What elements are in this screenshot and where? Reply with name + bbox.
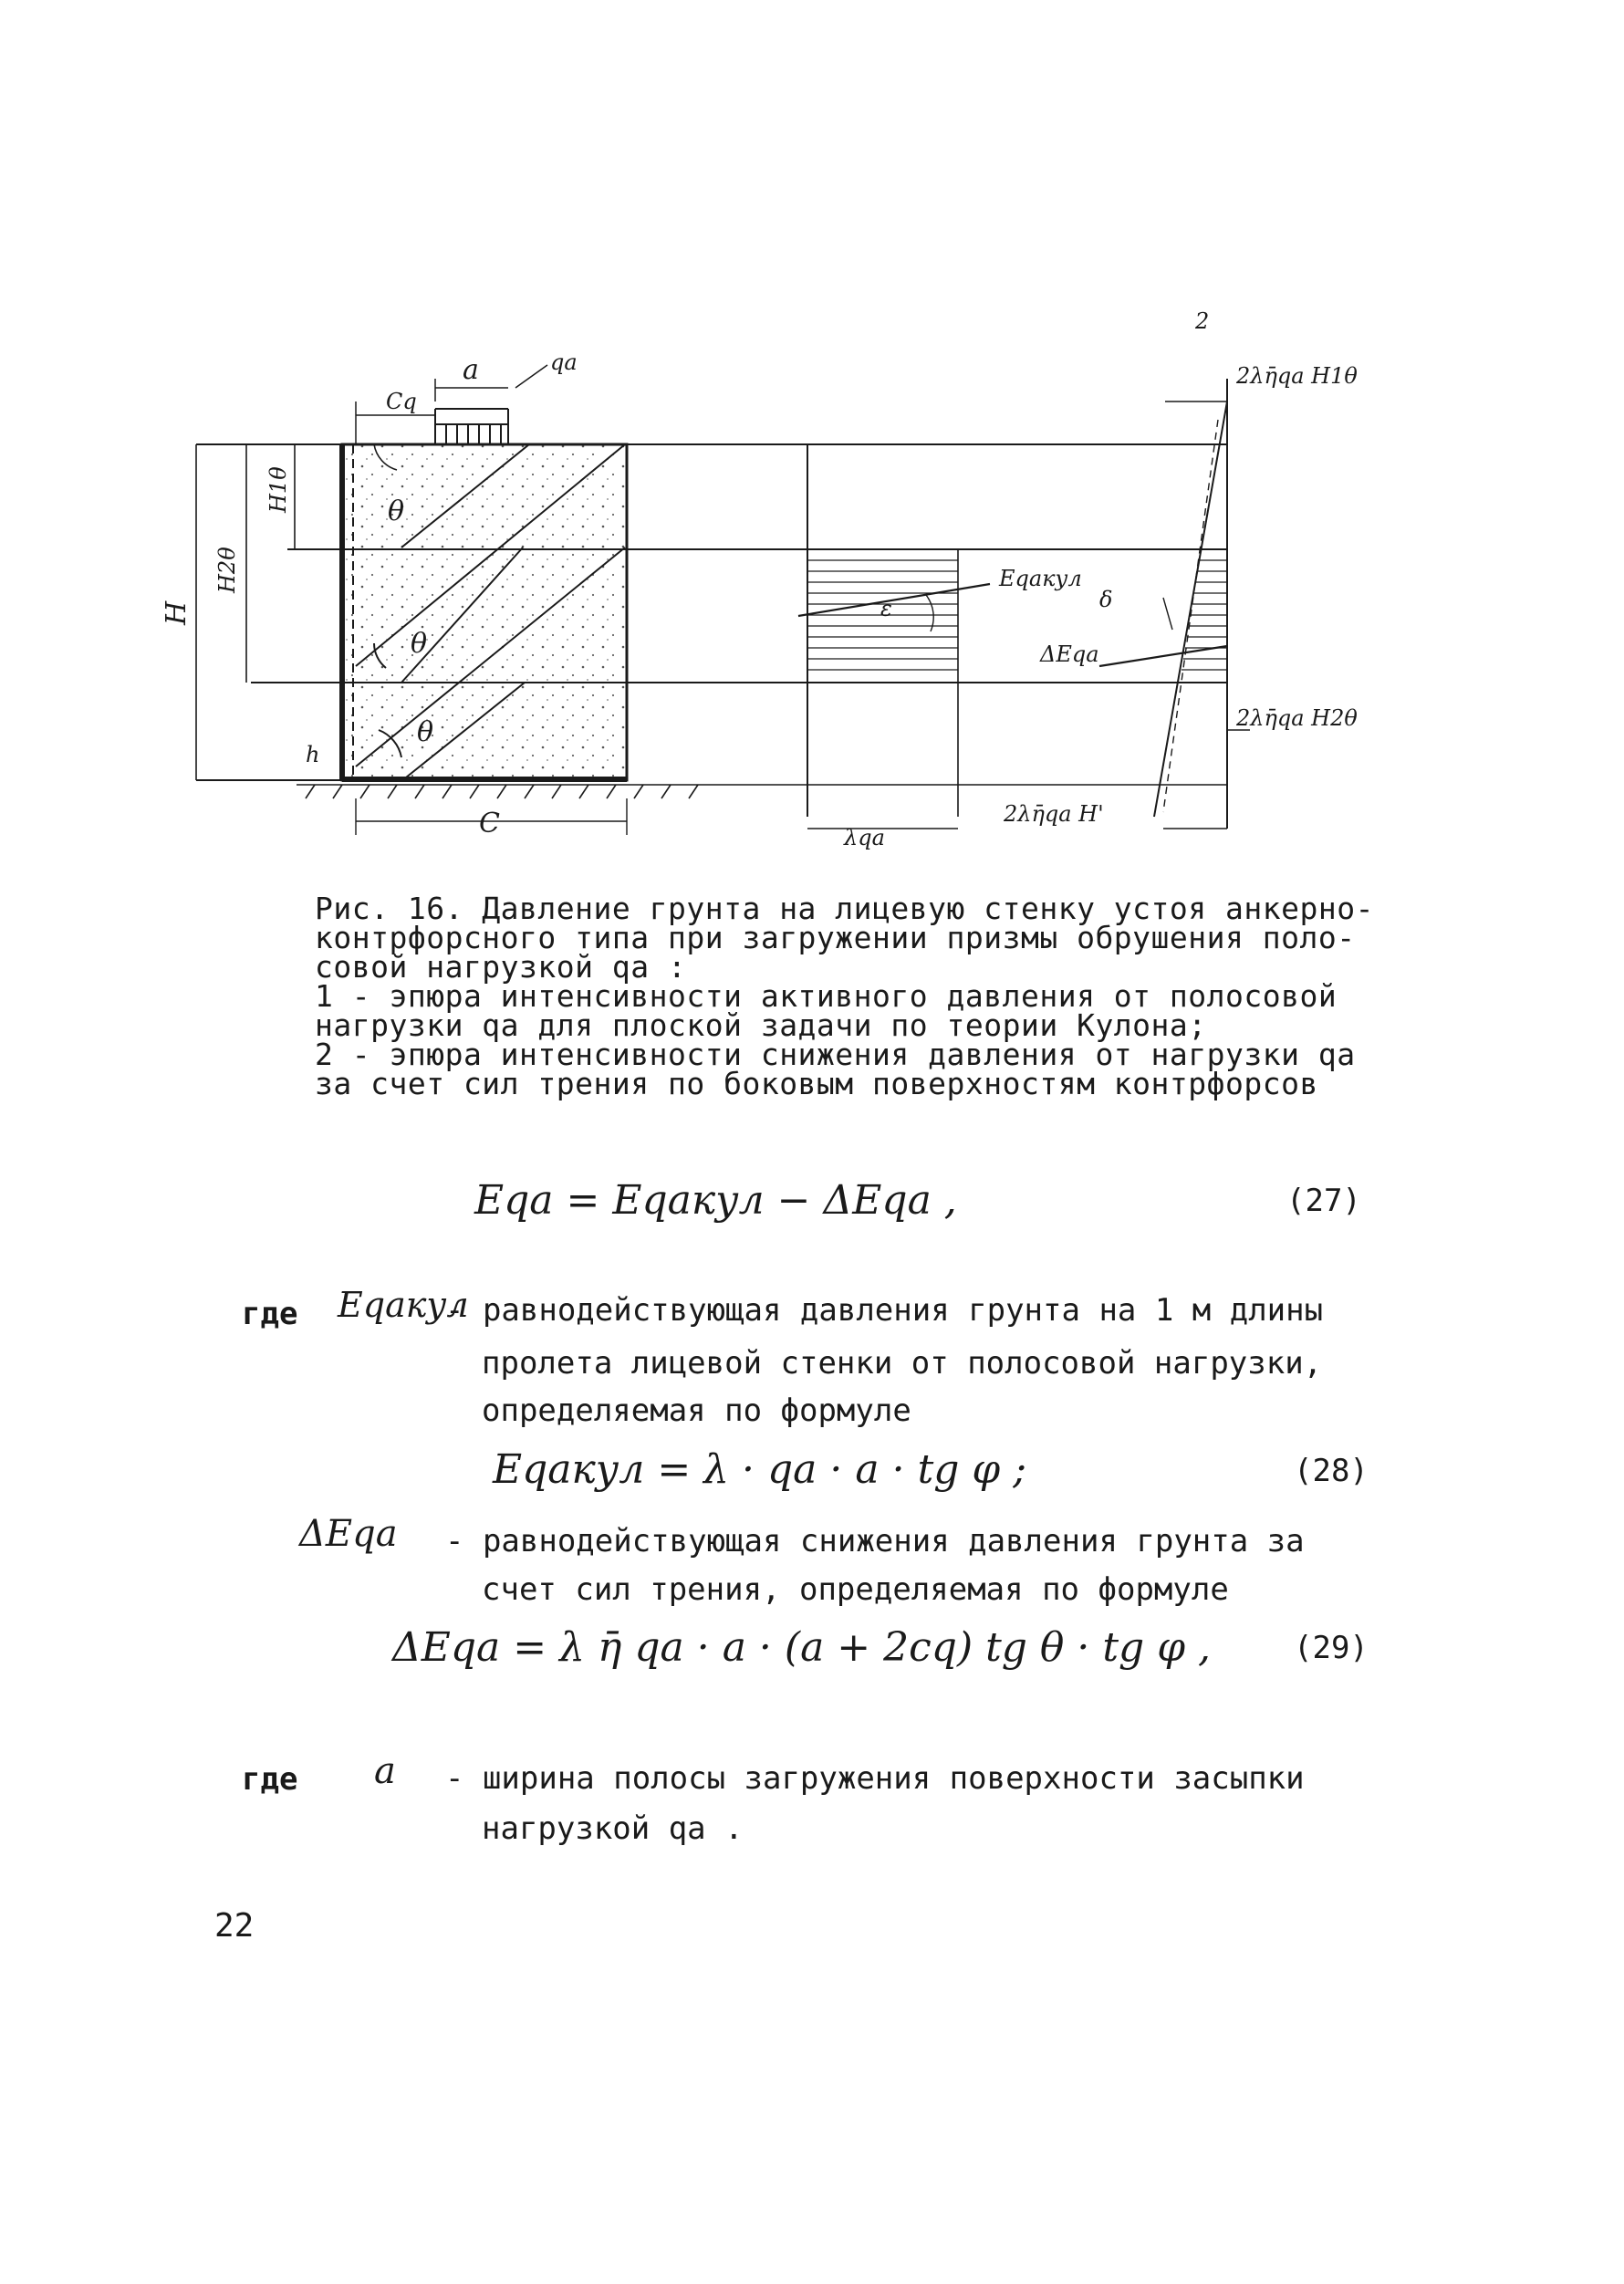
label-a: a xyxy=(463,354,479,386)
dE-arrow xyxy=(1099,646,1227,666)
label-delta: δ xyxy=(1099,587,1113,612)
label-qa: qa xyxy=(550,349,578,375)
label-C: C xyxy=(479,808,500,840)
label-dE: ΔEqa xyxy=(1040,641,1099,667)
equation-27: Eqa = Eqaкул − ΔEqa , xyxy=(474,1177,957,1224)
label-eps: ε xyxy=(880,596,892,621)
where-1-line: пролета лицевой стенки от полосовой нагрузки, xyxy=(482,1345,1323,1382)
where-1-line: - равнодействующая давления грунта на 1 м длины xyxy=(445,1292,1324,1329)
equation-28: Eqaкул = λ · qa · a · tg φ ; xyxy=(493,1446,1027,1493)
where-1-line: определяемая по формуле xyxy=(482,1392,911,1429)
label-E-kul: Eqaкул xyxy=(999,566,1082,591)
caption-line: 2 - эпюра интенсивности снижения давления от нагрузки qa xyxy=(315,1037,1356,1072)
caption-line: совой нагрузкой qa : xyxy=(315,949,687,985)
where-symbol-dE: ΔEqa xyxy=(299,1513,398,1555)
label-H: H xyxy=(161,600,193,625)
E-kul-arrow xyxy=(798,584,990,616)
label-top-right: 2λη̄qa H1θ xyxy=(1236,363,1358,389)
where-2-line: счет сил трения, определяемая по формуле xyxy=(482,1571,1229,1608)
label-bottom-left: λqa xyxy=(844,825,885,850)
page-number: 22 xyxy=(214,1907,255,1945)
where-2-line: - равнодействующая снижения давления грунта за xyxy=(445,1523,1305,1559)
where-keyword: где xyxy=(242,1761,298,1798)
strip-load xyxy=(435,409,508,444)
soil-pressure-diagram xyxy=(161,301,1419,850)
figure-caption xyxy=(315,891,1382,1101)
where-3-line: - ширина полосы загружения поверхности засыпки xyxy=(445,1760,1305,1797)
equation-29-number: (29) xyxy=(1294,1630,1369,1666)
label-H2: H2θ xyxy=(214,547,240,593)
label-bottom-mid: 2λη̄qa H' xyxy=(1004,801,1104,827)
where-keyword: где xyxy=(242,1296,298,1332)
label-theta-3: θ xyxy=(417,716,434,748)
label-epure-number: 2 xyxy=(1195,308,1210,334)
caption-line: контрфорсного типа при загружении призмы обрушения поло- xyxy=(315,920,1356,955)
label-mid-right: 2λη̄qa H2θ xyxy=(1236,705,1358,731)
where-3-line: нагрузкой qa . xyxy=(482,1810,744,1847)
caption-line: 1 - эпюра интенсивности активного давления от полосовой xyxy=(315,978,1338,1014)
label-cq: Cq xyxy=(386,389,417,414)
where-symbol-a: a xyxy=(374,1750,396,1792)
equation-28-number: (28) xyxy=(1294,1453,1369,1489)
label-H1: H1θ xyxy=(265,466,291,513)
caption-line: Рис. 16. Давление грунта на лицевую стенку устоя анкерно- xyxy=(315,891,1374,926)
abutment-body xyxy=(342,444,627,780)
label-theta-2: θ xyxy=(411,628,428,660)
where-symbol-E-kul: Eqaкул xyxy=(338,1285,469,1325)
caption-line: за счет сил трения по боковым поверхностям контрфорсов xyxy=(315,1066,1318,1101)
ground-hatch xyxy=(297,785,1227,798)
epure-2-sloped xyxy=(1154,402,1227,817)
label-base-h: h xyxy=(306,742,320,767)
label-theta-1: θ xyxy=(388,495,405,527)
equation-29: ΔEqa = λ η̄ qa · a · (a + 2cq) tg θ · tg φ , xyxy=(392,1624,1211,1671)
epure-2-hatch xyxy=(1182,560,1227,670)
caption-line: нагрузки qa для плоской задачи по теории Кулона; xyxy=(315,1007,1207,1043)
equation-27-number: (27) xyxy=(1286,1183,1361,1219)
